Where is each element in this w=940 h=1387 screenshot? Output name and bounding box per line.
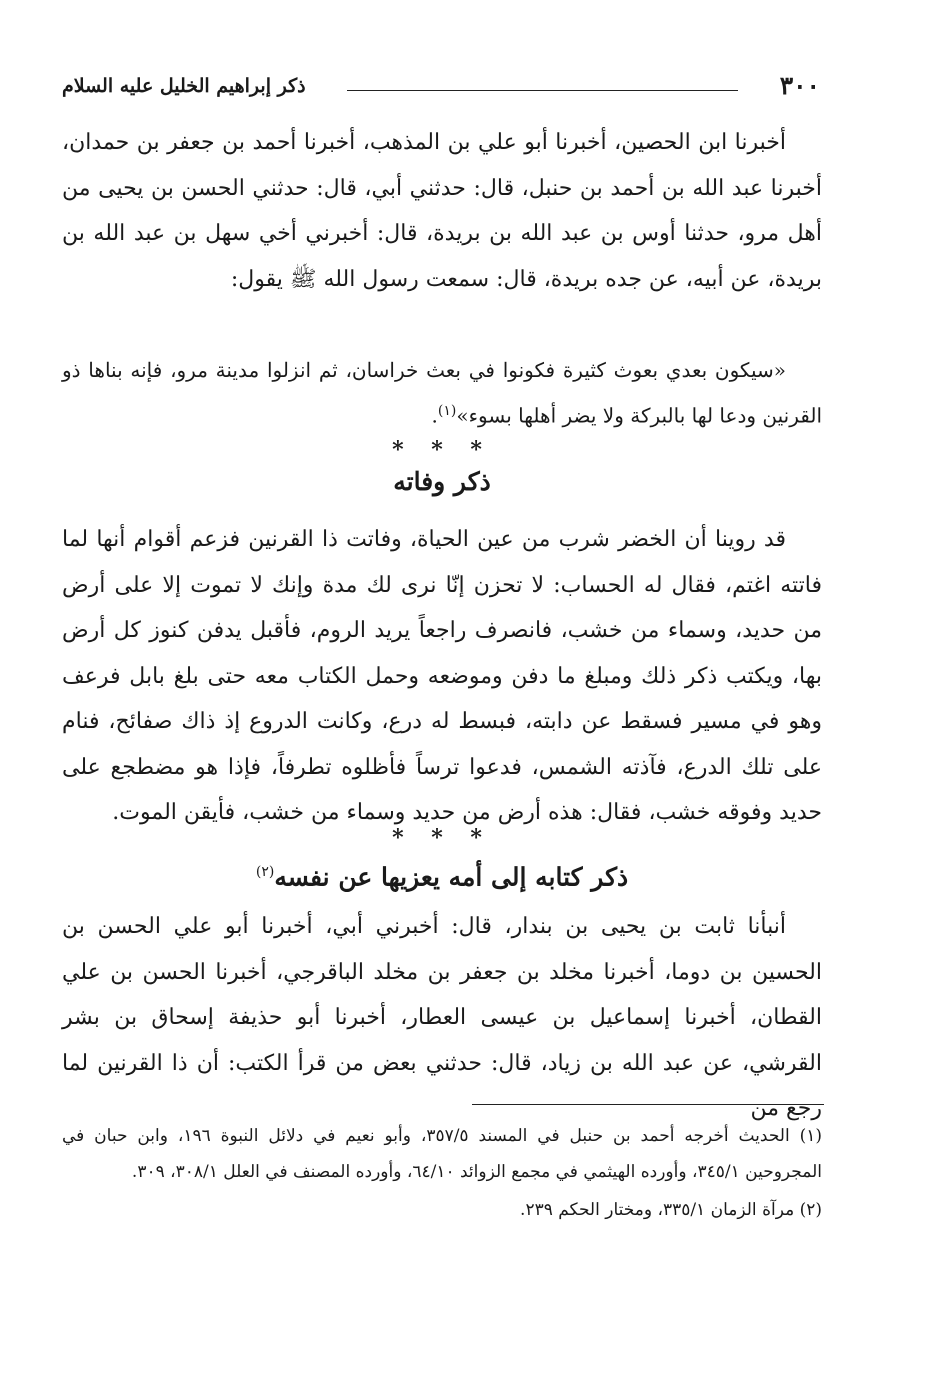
section-heading-letter	[62, 852, 822, 897]
section-separator-2: * * *	[392, 825, 492, 851]
footnote-1: (١) الحديث أخرجه أحمد بن حنبل في المسند ٣٥٧/٥، وأبو نعيم في دلائل النبوة ١٩٦، وابن حبان في المجروحين ٣٤٥/١، وأورده الهيثمي في مجمع الزوائد ٦٤/١٠، وأورده المصنف في العلل ٣٠٨/١، ٣٠٩.	[62, 1126, 822, 1182]
section-heading-death: ذكر وفاته	[393, 467, 491, 496]
header-rule	[347, 90, 738, 91]
footnote-2: (٢) مرآة الزمان ٣٣٥/١، ومختار الحكم ٢٣٩.	[520, 1200, 822, 1220]
paragraph-isnad-2: أنبأنا ثابت بن يحيى بن بندار، قال: أخبرني أبي، أخبرنا أبو علي الحسن بن الحسين بن دوما، أخبرنا مخلد بن جعفر بن مخلد الباقرجي، أخبرنا الحسن بن علي القطان، أخبرنا إسماعيل بن عيسى العطار، أخبرنا أبو حذيفة إسحاق بن بشر القرشي، عن عبد الله بن زياد، قال: حدثني بعض من قرأ الكتب: أن ذا القرنين لما رجع من	[62, 914, 822, 1121]
paragraph-isnad-1: أخبرنا ابن الحصين، أخبرنا أبو علي بن المذهب، أخبرنا أحمد بن جعفر بن حمدان، أخبرنا عبد الله بن أحمد بن حنبل، قال: حدثني أبي، قال: حدثني الحسن بن يحيى من أهل مرو، حدثنا أوس بن عبد الله بن بريدة، قال: أخبرني أخي سهل بن عبد الله بن بريدة، عن أبيه، عن جده بريدة، قال: سمعت رسول الله ﷺ يقول:	[62, 130, 822, 292]
footnotes	[62, 1118, 822, 1228]
paragraph-hadith-quote	[62, 350, 822, 437]
page-number: ٣٠٠	[779, 71, 820, 100]
hadith-quote-end: .	[431, 403, 438, 428]
page-header	[62, 66, 820, 110]
running-title: ذكر إبراهيم الخليل عليه السلام	[62, 75, 306, 97]
paragraph-death-narrative: قد روينا أن الخضر شرب من عين الحياة، وفاتت ذا القرنين فزعم أقوام أنها لما فاتته اغتم، فقال له الحساب: لا تحزن إنّا نرى لك مدة وإنك لا تموت إلا على أرض من حديد، وسماء من خشب، فانصرف راجعاً يريد الروم، فأقبل يدفن كنوز كل أرض بها، ويكتب ذكر ذلك ومبلغ ما دفن وموضعه وحمل الكتاب معه حتى بلغ بابل فرعف وهو في مسير فسقط عن دابته، فبسط له درع، وكانت الدروع إذ ذاك صفائح، فنام على تلك الدرع، فآذته الشمس، فدعوا ترساً فأظلوه تطرفاً، فإذا هو مضطجع على حديد وفوقه خشب، فقال: هذه أرض من حديد وسماء من خشب، فأيقن الموت.	[62, 527, 822, 825]
footnote-rule	[472, 1104, 824, 1105]
section-heading-letter-text: ذكر كتابه إلى أمه يعزيها عن نفسه	[274, 862, 629, 892]
footnote-ref-1[interactable]: (١)	[437, 403, 457, 419]
section-separator-1: * * *	[392, 437, 492, 463]
hadith-quote-text: «سيكون بعدي بعوث كثيرة فكونوا في بعث خراسان، ثم انزلوا مدينة مرو، فإنه بناها ذو القرنين ودعا لها بالبركة ولا يضر أهلها بسوء»	[62, 358, 822, 428]
footnote-ref-2[interactable]: (٢)	[255, 864, 275, 880]
